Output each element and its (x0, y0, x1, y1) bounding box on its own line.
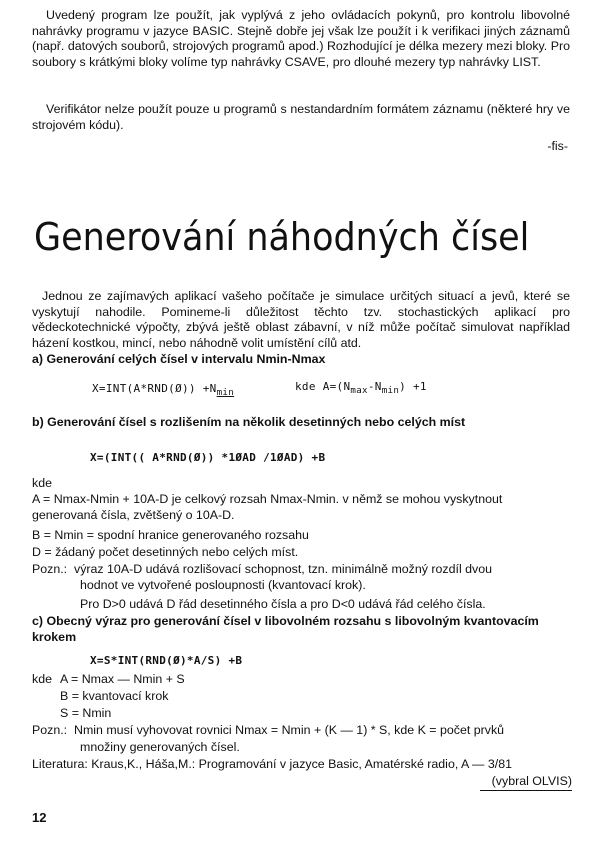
section-c-def-3: S = Nmin (60, 706, 112, 720)
section-c-heading-1: c) Obecný výraz pro generování čísel v libovolném rozsahu s libovolným kvantovacím (32, 614, 539, 628)
section-b-pozn-label: Pozn.: (32, 562, 68, 576)
section-b-line-2: generovaná čísla, zvětšený o 10A-D. (32, 508, 235, 522)
section-c-kde: kde (32, 672, 52, 686)
section-c-def-2: B = kvantovací krok (60, 689, 169, 703)
section-b-pozn-line-3: Pro D>0 udává D řád desetinného čísla a pro D<0 udává řád celého čísla. (80, 597, 486, 611)
kde-a-sub2: min (381, 385, 400, 397)
section-b-line-3: B = Nmin = spodní hranice generovaného rozsahu (32, 528, 309, 542)
literature: Literatura: Kraus,K., Háša,M.: Programování v jazyce Basic, Amatérské radio, A — 3/81 (32, 757, 513, 771)
kde-a-mid: -N (367, 380, 382, 393)
signature: -fis- (547, 139, 568, 153)
section-b-pozn-line-2: hodnot ve vytvořené posloupnosti (kvantovací krok). (80, 578, 366, 592)
section-c-def-1: A = Nmax — Nmin + S (60, 672, 185, 686)
section-c-heading-2: krokem (32, 630, 77, 644)
formula-b: X=(INT(( A*RND(Ø)) *1ØAD /1ØAD) +B (90, 451, 326, 464)
section-b-line-4: D = žádaný počet desetinných nebo celých míst. (32, 545, 299, 559)
intro-paragraph-1: Uvedený program lze použít, jak vyplývá z jeho ovládacích pokynů, pro kontrolu libovolné nahrávky programu v jazyce BASIC. Stejně dobře jej však lze použít i k verifikaci jiných záznamů (např. datových souborů, strojových programů apod.) Rozhodující je délka mezery mezi bloky. Pro soubory s krátkými bloky volíme typ nahrávky CSAVE, pro dlouhé mezery typ nahrávky LIST. (32, 8, 570, 69)
section-b-heading: b) Generování čísel s rozlišením na několik desetinných nebo celých míst (32, 415, 466, 429)
formula-a (92, 382, 234, 398)
kde-a-start: kde A=(N (295, 380, 351, 393)
section-b-kde: kde (32, 476, 52, 490)
formula-c: X=S*INT(RND(Ø)*A/S) +B (90, 654, 243, 667)
section-c-pozn-line-1: Nmin musí vyhovovat rovnici Nmax = Nmin + (K — 1) * S, kde K = počet prvků (74, 723, 505, 737)
page-number: 12 (32, 810, 47, 825)
intro-paragraph-2: Verifikátor nelze použít pouze u programů s nestandardním formátem záznamu (některé hry ve strojovém kódu). (32, 102, 570, 132)
section-b-pozn-line-1: výraz 10A-D udává rozlišovací schopnost, tzn. minimálně možný rozdíl dvou (74, 562, 493, 576)
formula-a-kde (295, 380, 427, 396)
selected-by: (vybral OLVIS) (480, 774, 572, 791)
section-b-line-1: A = Nmax-Nmin + 10A-D je celkový rozsah Nmax-Nmin. v němž se mohou vyskytnout (32, 492, 503, 506)
section-c-pozn-label: Pozn.: (32, 723, 68, 737)
kde-a-sub1: max (350, 385, 368, 397)
formula-a-main: X=INT(A*RND(Ø)) +N (92, 382, 217, 395)
article-intro: Jednou ze zajímavých aplikací vašeho počítače je simulace určitých situací a jevů, které se vyskytují nahodile. Pomineme-li důležitost těchto tzv. stochastických aplikací pro vědeckotechnické výpočty, zbývá ještě oblast zábavní, v níž může počítač simulovat například házení kostkou, mincí, nebo náhodně volit umístění cílů atd. (32, 289, 570, 350)
article-title: Generování náhodných čísel (34, 215, 530, 259)
kde-a-end: ) +1 (399, 380, 427, 393)
section-a-heading: a) Generování celých čísel v intervalu Nmin-Nmax (32, 352, 326, 366)
formula-a-sub: min (216, 387, 235, 399)
section-c-pozn-line-2: množiny generovaných čísel. (80, 740, 240, 754)
